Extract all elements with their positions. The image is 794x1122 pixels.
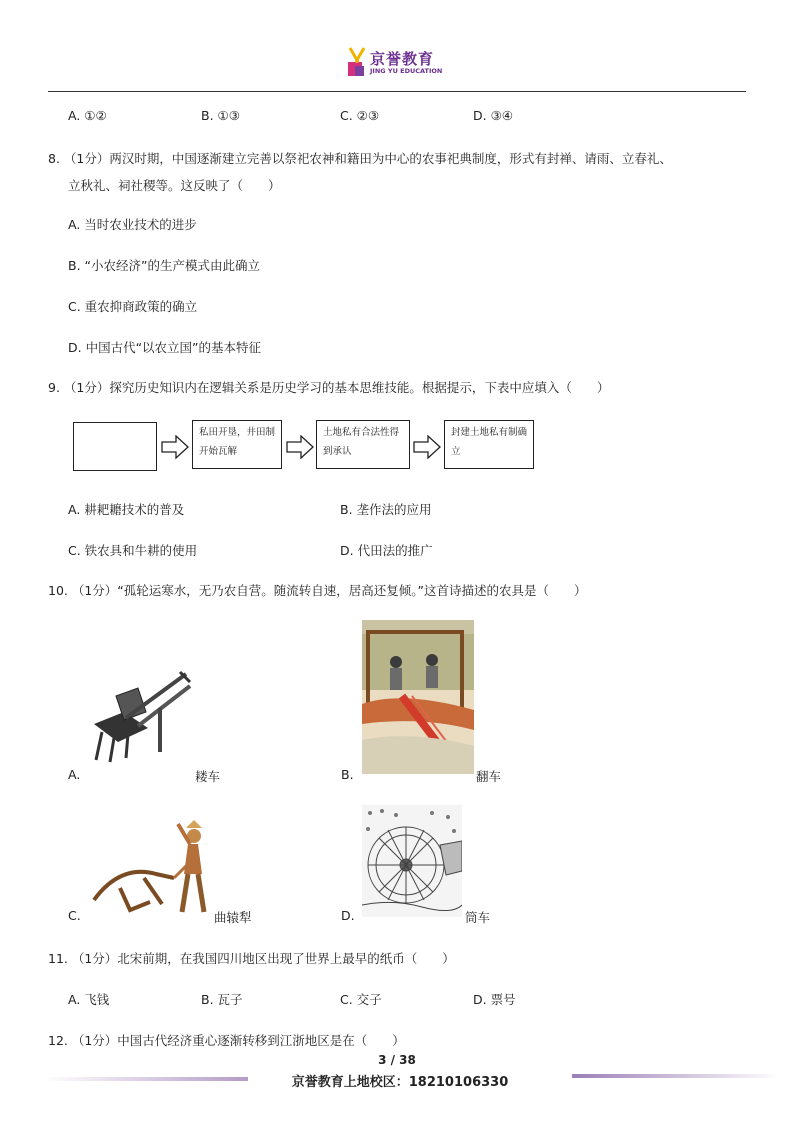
q8-option-b[interactable]: B. “小农经济”的生产模式由此确立 (68, 258, 260, 273)
flow-box-4: 封建土地私有制确立 (444, 420, 534, 469)
q10-option-c-label[interactable]: 曲辕犁 (214, 910, 252, 925)
q11-option-b[interactable]: B. 瓦子 (201, 992, 243, 1007)
q9-flow-diagram (0, 415, 794, 475)
flow-arrow-icon (286, 435, 314, 459)
seed-drill-image (86, 668, 192, 764)
logo-text-cn: 京誉教育 (370, 50, 435, 68)
q7-option-a[interactable]: A. ①② (68, 108, 107, 123)
q8-option-a[interactable]: A. 当时农业技术的进步 (68, 217, 197, 232)
q10-option-c-letter[interactable]: C. (68, 908, 81, 923)
q9-option-a[interactable]: A. 耕耙耱技术的普及 (68, 502, 185, 517)
q7-option-b[interactable]: B. ①③ (201, 108, 240, 123)
q8-stem-line2: 立秋礼、祠社稷等。这反映了（ ） (68, 178, 281, 193)
q11-options (0, 990, 794, 1008)
brand-logo (346, 46, 446, 78)
q10-option-d-label[interactable]: 筒车 (465, 910, 491, 925)
q12-stem: 12. （1分）中国古代经济重心逐渐转移到江浙地区是在（ ） (48, 1033, 405, 1048)
logo-text-en: JING YU EDUCATION (370, 67, 443, 75)
flow-box-blank (73, 422, 157, 471)
flow-arrow-icon (161, 435, 189, 459)
q11-option-d[interactable]: D. 票号 (473, 992, 516, 1007)
q10-stem: 10. （1分）“孤轮运寒水，无乃农自营。随流转自速，居高还复倾。”这首诗描述的农具是（ ） (48, 583, 587, 598)
q7-option-c[interactable]: C. ②③ (340, 108, 380, 123)
footer-contact: 京誉教育上地校区：18210106330 (291, 1075, 509, 1090)
q11-option-a[interactable]: A. 飞钱 (68, 992, 110, 1007)
q9-stem: 9. （1分）探究历史知识内在逻辑关系是历史学习的基本思维技能。根据提示，下表中应填入（ ） (48, 380, 610, 395)
q9-option-b[interactable]: B. 垄作法的应用 (340, 502, 432, 517)
curved-plough-image (90, 818, 214, 918)
q7-options (0, 108, 794, 126)
water-wheel-image (362, 805, 462, 917)
flow-box-3: 土地私有合法性得到承认 (316, 420, 410, 469)
q11-option-c[interactable]: C. 交子 (340, 992, 382, 1007)
q10-option-b-letter[interactable]: B. (341, 767, 354, 782)
q11-stem: 11. （1分）北宋前期，在我国四川地区出现了世界上最早的纸币（ ） (48, 951, 455, 966)
logo-mark-icon (346, 46, 368, 78)
q9-option-d[interactable]: D. 代田法的推广 (340, 543, 433, 558)
q9-option-c[interactable]: C. 铁农具和牛耕的使用 (68, 543, 198, 558)
page-number: 3 / 38 (378, 1053, 416, 1067)
footer-bar-left (44, 1077, 248, 1081)
q10-option-a-label[interactable]: 耧车 (195, 769, 221, 784)
footer-bar-right (572, 1074, 780, 1078)
q10-option-b-label[interactable]: 翻车 (476, 769, 502, 784)
q8-option-d[interactable]: D. 中国古代“以农立国”的基本特征 (68, 340, 262, 355)
q8-stem-line1: 8. （1分）两汉时期，中国逐渐建立完善以祭祀农神和籍田为中心的农事祀典制度，形式有封禅、请雨、立春礼、 (48, 151, 672, 166)
flow-arrow-icon (413, 435, 441, 459)
q8-option-c[interactable]: C. 重农抑商政策的确立 (68, 299, 198, 314)
flow-box-2: 私田开垦，井田制开始瓦解 (192, 420, 282, 469)
header-divider (48, 91, 746, 92)
q10-option-d-letter[interactable]: D. (341, 908, 355, 923)
q10-option-a-letter[interactable]: A. (68, 767, 81, 782)
q7-option-d[interactable]: D. ③④ (473, 108, 513, 123)
chain-pump-image (362, 620, 474, 774)
